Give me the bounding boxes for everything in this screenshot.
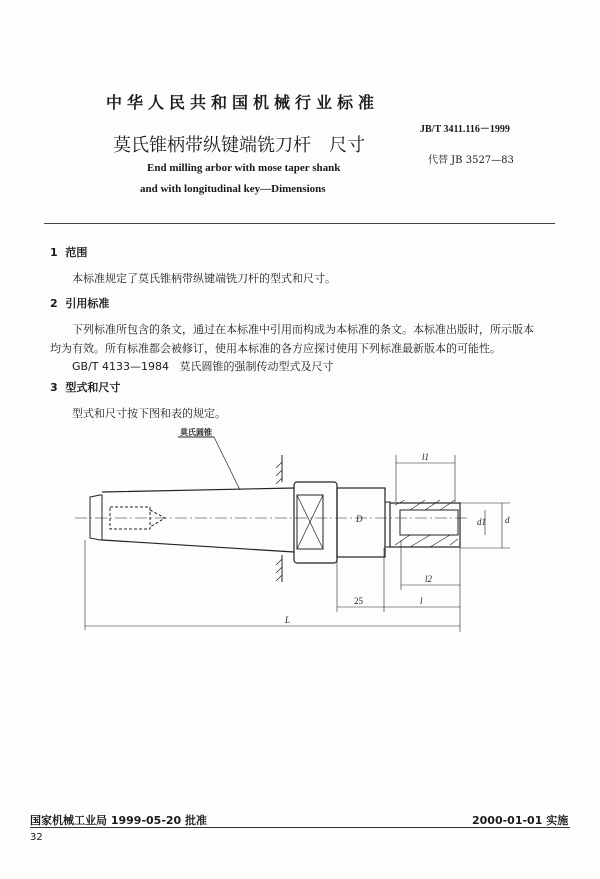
taper-body (102, 488, 294, 552)
step (385, 502, 390, 547)
replaces-note: 代替 JB 3527—83 (428, 155, 514, 166)
dim-l2: l2 (425, 574, 433, 584)
section-3-text: 型式和尺寸按下图和表的规定。 (72, 407, 226, 420)
section-1-text: 本标准规定了莫氏锥柄带纵键端铣刀杆的型式和尺寸。 (72, 272, 336, 285)
standard-number: JB/T 3411.116－1999 (420, 124, 510, 135)
dim-d1: d1 (477, 517, 486, 527)
section-3-heading: 3 型式和尺寸 (50, 381, 121, 394)
approval-info: 国家机械工业局 1999-05-20 批准 (30, 814, 208, 827)
section-2-text-1: 下列标准所包含的条文，通过在本标准中引用而构成为本标准的条文。本标准出版时，所示版本 (72, 323, 534, 336)
dim-25: 25 (354, 596, 363, 606)
dim-l1: l1 (422, 452, 430, 462)
dim-D: D (356, 514, 363, 524)
collar (294, 482, 337, 563)
section-2-text-2: 均为有效。所有标准都会被修订，使用本标准的各方应探讨使用下列标准最新版本的可能性。 (50, 342, 501, 355)
page-number: 32 (30, 832, 43, 843)
dim-L: L (285, 615, 291, 625)
reference-standard: GB/T 4133—1984 莫氏圆锥的强制传动型式及尺寸 (72, 360, 334, 373)
bore (400, 510, 458, 535)
title-en-2: and with longitudinal key—Dimensions (140, 183, 326, 195)
callout-leader (214, 437, 240, 490)
callout-label: 莫氏圆锥 (180, 428, 212, 437)
section-2-heading: 2 引用标准 (50, 297, 110, 310)
org-standard-header: 中华人民共和国机械行业标准 (106, 93, 380, 112)
section-1-heading: 1 范围 (50, 246, 88, 259)
implementation-info: 2000-01-01 实施 (472, 814, 569, 827)
title-zh: 莫氏锥柄带纵键端铣刀杆 尺寸 (113, 135, 365, 156)
shank-end (90, 495, 102, 540)
dim-l: l (420, 596, 423, 606)
title-en-1: End milling arbor with mose taper shank (147, 162, 341, 174)
dim-d: d (505, 515, 510, 525)
